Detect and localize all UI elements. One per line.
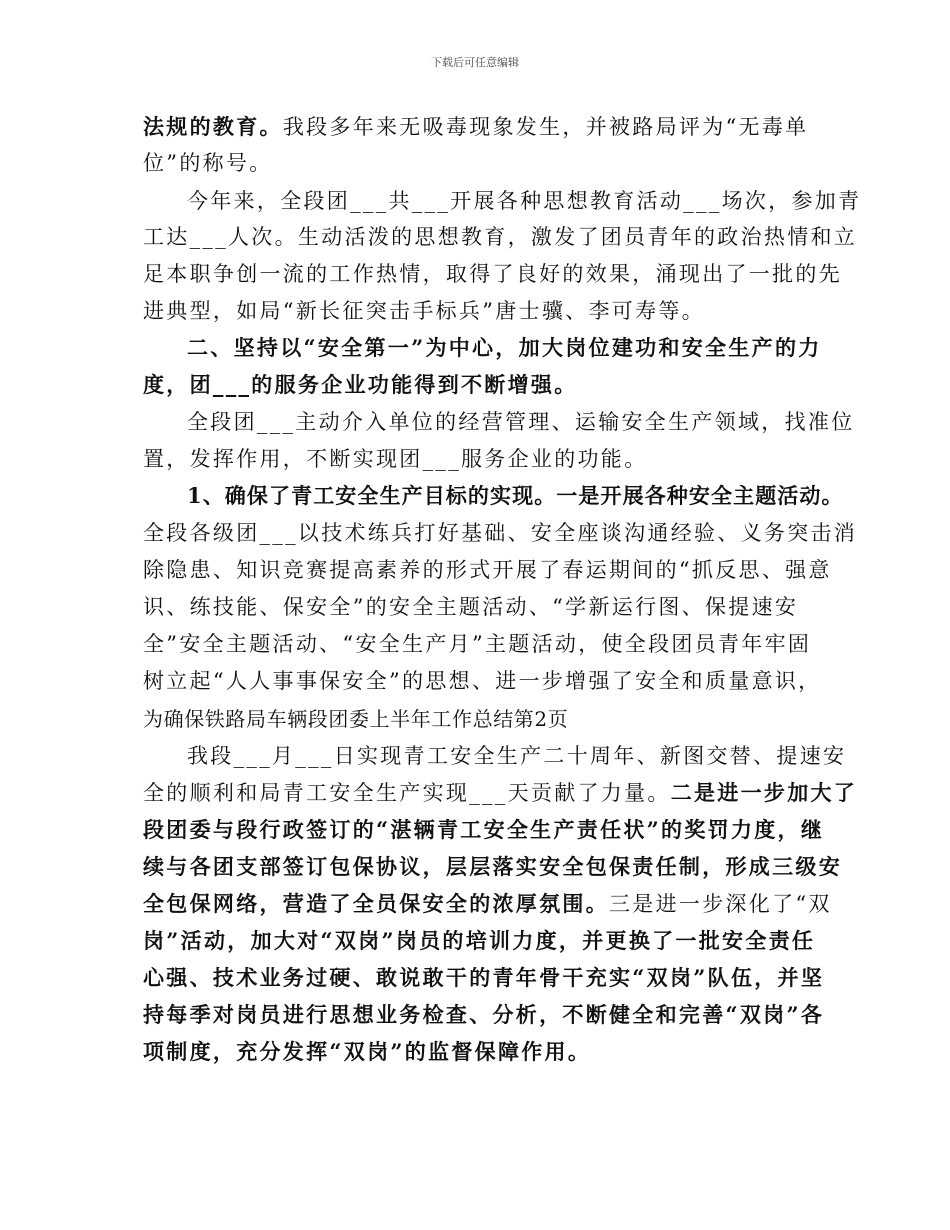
text-line <box>143 520 857 546</box>
bold-span: 持每季对岗员进行思想业务检查、分析，不断健全和完善“双岗”各 <box>143 1002 825 1027</box>
normal-span: 全的顺利和局青工安全生产实现___天贡献了力量。 <box>143 781 671 805</box>
bold-span: 段团委与段行政签订的“湛辆青工安全生产责任状”的奖罚力度，继 <box>143 817 825 842</box>
text-line <box>143 114 808 140</box>
normal-span: 三是进一步深化了“双 <box>609 892 832 916</box>
bold-span: 法规的教育。 <box>143 114 283 139</box>
normal-span: 我段___月___日实现青工安全生产二十周年、新图交替、提速安 <box>187 744 847 768</box>
normal-span: 位”的称号。 <box>143 151 273 175</box>
text-line <box>143 594 798 620</box>
normal-span: 进典型，如局“新长征突击手标兵”唐士骥、李可寿等。 <box>143 299 705 323</box>
text-line <box>143 965 824 991</box>
subheading-line <box>187 483 844 509</box>
text-line <box>143 780 857 806</box>
normal-span: 工达___人次。生动活泼的思想教育，激发了团员青年的政治热情和立 <box>143 225 858 249</box>
bold-span: 度，团___的服务企业功能得到不断增强。 <box>143 372 578 397</box>
normal-span: 足本职争创一流的工作热情，取得了良好的效果，涌现出了一批的先 <box>143 262 842 286</box>
text-line <box>143 557 832 583</box>
text-line <box>143 1002 824 1028</box>
section-heading-line <box>187 335 822 361</box>
bold-span: 1、确保了青工安全生产目标的实现。一是开展各种安全主题活动。 <box>187 483 844 508</box>
page-footer-line <box>143 706 568 732</box>
text-line <box>143 150 273 176</box>
text-line <box>143 928 815 954</box>
normal-span: 为确保铁路局车辆段团委上半年工作总结第2页 <box>143 707 569 731</box>
text-line <box>143 261 842 287</box>
bold-span: 二、坚持以“安全第一”为中心，加大岗位建功和安全生产的力 <box>187 335 822 360</box>
text-line <box>143 446 647 472</box>
section-heading-line <box>143 372 578 398</box>
text-line <box>143 298 705 324</box>
text-line <box>143 668 821 694</box>
bold-span: 续与各团支部签订包保协议，层层落实安全包保责任制，形成三级安 <box>143 854 842 879</box>
bold-span: 项制度，充分发挥“双岗”的监督保障作用。 <box>143 1039 592 1064</box>
text-line <box>143 854 842 880</box>
page-header: 下载后可任意编辑 <box>431 56 519 69</box>
normal-span: 今年来，全段团___共___开展各种思想教育活动___场次，参加青 <box>187 189 862 213</box>
normal-span: 识、练技能、保安全”的安全主题活动、“学新运行图、保提速安 <box>143 595 799 619</box>
text-line <box>143 1039 591 1065</box>
text-line <box>143 817 824 843</box>
text-line <box>143 891 832 917</box>
bold-span: 二是进一步加大了 <box>670 780 858 805</box>
text-line <box>187 409 855 435</box>
normal-span: 置，发挥作用，不断实现团___服务企业的功能。 <box>143 447 648 471</box>
text-line <box>143 631 811 657</box>
bold-span: 心强、技术业务过硬、敢说敢干的青年骨干充实“双岗”队伍，并坚 <box>143 965 825 990</box>
bold-span: 岗”活动，加大对“双岗”岗员的培训力度，并更换了一批安全责任 <box>143 928 816 953</box>
normal-span: 除隐患、知识竞赛提高素养的形式开展了春运期间的“抓反思、强意 <box>143 558 832 582</box>
normal-span: 全段团___主动介入单位的经营管理、运输安全生产领域，找准位 <box>187 410 855 434</box>
normal-span: 全”安全主题活动、“安全生产月”主题活动，使全段团员青年牢固 <box>143 632 812 656</box>
normal-span: 我段多年来无吸毒现象发生，并被路局评为“无毒单 <box>282 115 809 139</box>
normal-span: 树立起“人人事事保安全”的思想、进一步增强了安全和质量意识， <box>143 669 822 693</box>
text-line <box>187 188 861 214</box>
text-line <box>187 743 846 769</box>
text-line <box>143 224 857 250</box>
normal-span: 全段各级团___以技术练兵打好基础、安全座谈沟通经验、义务突击消 <box>143 521 858 545</box>
bold-span: 全包保网络，营造了全员保安全的浓厚氛围。 <box>143 891 609 916</box>
